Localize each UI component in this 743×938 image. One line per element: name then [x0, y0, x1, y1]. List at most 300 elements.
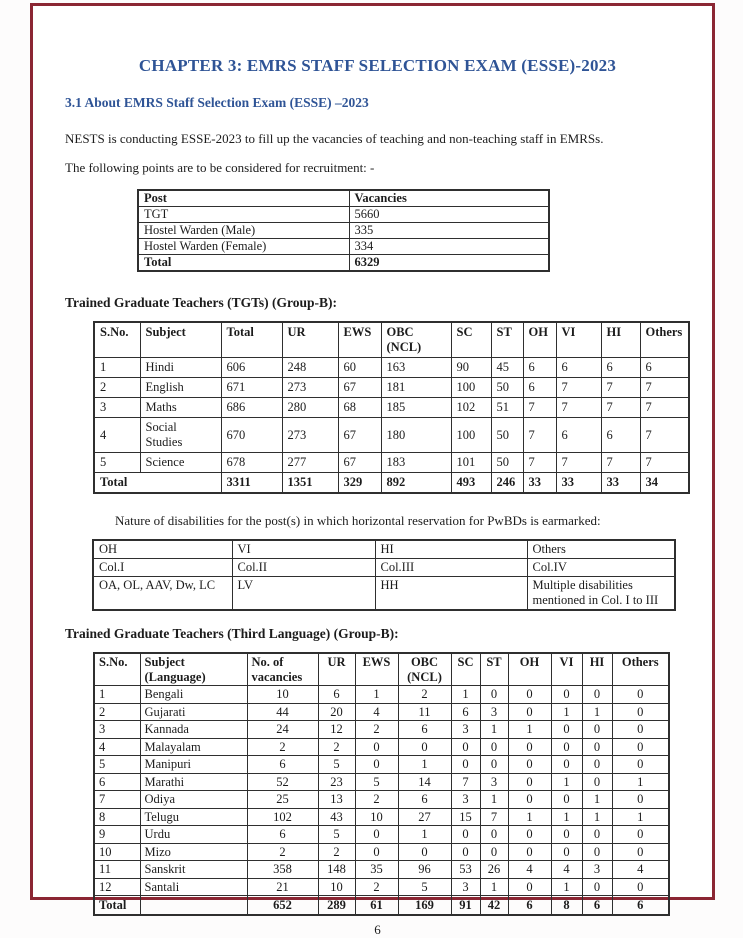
table-cell: 0 [582, 826, 612, 844]
table-row [94, 861, 669, 879]
table-row [94, 453, 689, 473]
table-cell: 0 [398, 843, 451, 861]
table-cell: 7 [556, 398, 601, 418]
column-header: EWS [355, 653, 398, 686]
table-cell: 7 [451, 773, 480, 791]
table-cell: 0 [355, 738, 398, 756]
table-cell: 329 [338, 473, 381, 494]
table-cell: 289 [318, 896, 355, 916]
table-cell: 0 [551, 843, 582, 861]
table-cell: HH [375, 577, 527, 611]
table-cell: 53 [451, 861, 480, 879]
column-header: ST [480, 653, 508, 686]
table-cell: Urdu [140, 826, 247, 844]
table-cell: Total [94, 473, 221, 494]
page-number: 6 [374, 922, 381, 937]
table-cell: 0 [508, 756, 551, 774]
table-cell: 0 [451, 756, 480, 774]
vacancy-summary-table [137, 189, 550, 272]
table-cell: Gujarati [140, 703, 247, 721]
table-cell: 3 [94, 721, 140, 739]
table-cell: 67 [338, 378, 381, 398]
table-cell: 6 [523, 358, 556, 378]
table-cell: Col.III [375, 559, 527, 577]
table-cell: 20 [318, 703, 355, 721]
table-cell: 6 [523, 378, 556, 398]
table-cell: 2 [398, 686, 451, 704]
table-cell: 6 [508, 896, 551, 916]
table-cell: 6 [582, 896, 612, 916]
table-cell: LV [232, 577, 375, 611]
table-cell: Sanskrit [140, 861, 247, 879]
third-language-vacancy-table [93, 652, 670, 916]
table-cell: Manipuri [140, 756, 247, 774]
table-cell: 1 [582, 703, 612, 721]
column-header: Others [640, 322, 689, 358]
table-cell: 1 [451, 686, 480, 704]
table-cell: Hostel Warden (Male) [138, 223, 349, 239]
table-cell: 0 [508, 703, 551, 721]
table-cell: 0 [551, 686, 582, 704]
table-cell: 6 [247, 826, 318, 844]
table-cell: Col.IV [527, 559, 675, 577]
table-cell: 0 [480, 756, 508, 774]
table-cell: Social Studies [140, 418, 221, 453]
table-cell: 7 [480, 808, 508, 826]
table-cell: 0 [612, 703, 669, 721]
table-cell: 61 [355, 896, 398, 916]
table-cell: 0 [355, 826, 398, 844]
table-cell: 6 [94, 773, 140, 791]
table-cell: 60 [338, 358, 381, 378]
table-cell: 0 [551, 738, 582, 756]
table-cell: 26 [480, 861, 508, 879]
table-cell: 35 [355, 861, 398, 879]
table-cell: 100 [451, 378, 491, 398]
table-cell: Total [138, 255, 349, 272]
table-cell: 7 [640, 453, 689, 473]
table-cell: 7 [601, 453, 640, 473]
table-cell: 6329 [349, 255, 549, 272]
table-cell: 169 [398, 896, 451, 916]
table-cell: 25 [247, 791, 318, 809]
table-cell: Odiya [140, 791, 247, 809]
column-header: SC [451, 322, 491, 358]
table-row [94, 826, 669, 844]
table-cell: 44 [247, 703, 318, 721]
table-cell: Col.I [93, 559, 232, 577]
table-cell: 686 [221, 398, 282, 418]
table-cell: 0 [612, 756, 669, 774]
table-row [93, 559, 675, 577]
table-cell: 33 [556, 473, 601, 494]
table-cell: 3 [451, 878, 480, 896]
table-cell: 8 [94, 808, 140, 826]
column-header: S.No. [94, 322, 140, 358]
column-header: HI [582, 653, 612, 686]
table-cell: 183 [381, 453, 451, 473]
table-cell: 273 [282, 378, 338, 398]
table-cell: Hostel Warden (Female) [138, 239, 349, 255]
column-header: SC [451, 653, 480, 686]
table-cell: 10 [318, 878, 355, 896]
table-cell: 7 [523, 453, 556, 473]
table-cell: 23 [318, 773, 355, 791]
table-cell: 280 [282, 398, 338, 418]
table-cell: 180 [381, 418, 451, 453]
header-row [94, 653, 669, 686]
table-cell: 5 [318, 826, 355, 844]
table-cell: 0 [582, 721, 612, 739]
table-cell: 2 [355, 791, 398, 809]
table-cell: 43 [318, 808, 355, 826]
column-header: Vacancies [349, 190, 549, 207]
table-cell: 2 [94, 703, 140, 721]
table-cell: 185 [381, 398, 451, 418]
column-header: EWS [338, 322, 381, 358]
table-cell: 3 [480, 773, 508, 791]
table-row [94, 756, 669, 774]
table-cell: VI [232, 540, 375, 559]
table-row [94, 738, 669, 756]
column-header: Others [612, 653, 669, 686]
table-cell: 0 [480, 686, 508, 704]
table-cell: 6 [556, 418, 601, 453]
table-cell: 5 [94, 453, 140, 473]
table-cell: 0 [612, 721, 669, 739]
table-cell: 606 [221, 358, 282, 378]
table-cell: 148 [318, 861, 355, 879]
table-cell: 50 [491, 453, 523, 473]
table-cell: 1 [551, 703, 582, 721]
table-row [138, 207, 549, 223]
column-header: UR [282, 322, 338, 358]
table-cell: 10 [94, 843, 140, 861]
column-header: ST [491, 322, 523, 358]
table-cell: 8 [551, 896, 582, 916]
table-cell: 5660 [349, 207, 549, 223]
table-cell: 678 [221, 453, 282, 473]
table-cell: 0 [582, 686, 612, 704]
table-cell: 248 [282, 358, 338, 378]
table-cell: 1 [94, 686, 140, 704]
table-cell: 7 [523, 418, 556, 453]
table-cell: Col.II [232, 559, 375, 577]
table-row [94, 843, 669, 861]
table-cell: 7 [556, 378, 601, 398]
table-cell: 1 [551, 808, 582, 826]
table-cell: 0 [612, 686, 669, 704]
table-cell: 0 [508, 738, 551, 756]
table-cell: 11 [398, 703, 451, 721]
table-cell: 0 [508, 773, 551, 791]
table-cell: 34 [640, 473, 689, 494]
table-cell: 0 [480, 843, 508, 861]
section-heading: 3.1 About EMRS Staff Selection Exam (ESSE) –2023 [65, 95, 369, 110]
table-cell: OH [93, 540, 232, 559]
table-cell: 6 [451, 703, 480, 721]
paragraph-recruitment-points: The following points are to be considered for recruitment: - [65, 160, 375, 175]
table-cell: 1 [582, 791, 612, 809]
table-cell: 4 [94, 418, 140, 453]
table-row [94, 378, 689, 398]
table-cell: 0 [612, 738, 669, 756]
table-cell: 2 [94, 378, 140, 398]
table-cell: 27 [398, 808, 451, 826]
table-cell: HI [375, 540, 527, 559]
table-cell: 1 [612, 773, 669, 791]
table-cell: 0 [612, 791, 669, 809]
table-cell: 0 [355, 756, 398, 774]
tgt-reservation-table [93, 321, 690, 494]
table-row [94, 721, 669, 739]
table-cell: 96 [398, 861, 451, 879]
column-header: VI [551, 653, 582, 686]
table-cell: Malayalam [140, 738, 247, 756]
table-cell: Multiple disabilities mentioned in Col. I to III [527, 577, 675, 611]
total-row [94, 473, 689, 494]
table-row [138, 223, 549, 239]
table-cell: 5 [94, 756, 140, 774]
column-header: Total [221, 322, 282, 358]
table-cell: 1 [551, 878, 582, 896]
column-header: S.No. [94, 653, 140, 686]
disabilities-intro-text: Nature of disabilities for the post(s) in which horizontal reservation for PwBDs is earmarked: [115, 513, 601, 528]
table-cell: 7 [556, 453, 601, 473]
table-cell: 6 [612, 896, 669, 916]
table-cell: 33 [523, 473, 556, 494]
table-row [93, 577, 675, 611]
table-cell: 6 [398, 721, 451, 739]
table-cell: 102 [451, 398, 491, 418]
table-cell: 4 [551, 861, 582, 879]
table-cell: 50 [491, 378, 523, 398]
table-cell: 0 [582, 756, 612, 774]
table-cell: 12 [318, 721, 355, 739]
table-row [94, 418, 689, 453]
table-cell: 493 [451, 473, 491, 494]
table-row [94, 808, 669, 826]
table-cell [140, 896, 247, 916]
disabilities-legend-table [92, 539, 676, 611]
table-cell: 3 [451, 721, 480, 739]
table-cell: 67 [338, 418, 381, 453]
table-cell: 6 [398, 791, 451, 809]
table-cell: 14 [398, 773, 451, 791]
table-cell: 100 [451, 418, 491, 453]
table-cell: 0 [612, 826, 669, 844]
table-cell: Santali [140, 878, 247, 896]
table-cell: 50 [491, 418, 523, 453]
table-cell: 3 [451, 791, 480, 809]
table-cell: 13 [318, 791, 355, 809]
table-cell: 5 [318, 756, 355, 774]
table-cell: 9 [94, 826, 140, 844]
table-cell: English [140, 378, 221, 398]
column-header: Post [138, 190, 349, 207]
table-cell: 0 [582, 878, 612, 896]
table-cell: 4 [355, 703, 398, 721]
table-cell: 7 [601, 378, 640, 398]
column-header: OBC (NCL) [398, 653, 451, 686]
table-cell: 0 [451, 843, 480, 861]
table-cell: 42 [480, 896, 508, 916]
table-row [138, 239, 549, 255]
table-cell: 6 [640, 358, 689, 378]
table-cell: 0 [551, 826, 582, 844]
column-header: OH [508, 653, 551, 686]
table-cell: TGT [138, 207, 349, 223]
table-cell: 5 [355, 773, 398, 791]
table-row [94, 398, 689, 418]
table-cell: 0 [582, 843, 612, 861]
page-border-frame [30, 3, 715, 937]
table-cell: 1 [398, 756, 451, 774]
table-cell: 0 [582, 773, 612, 791]
column-header: VI [556, 322, 601, 358]
table-cell: 1 [480, 721, 508, 739]
table-cell: 7 [523, 398, 556, 418]
table-cell: 102 [247, 808, 318, 826]
table-cell: Mizo [140, 843, 247, 861]
table-cell: Kannada [140, 721, 247, 739]
table-cell: 0 [508, 686, 551, 704]
table-cell: 2 [355, 878, 398, 896]
table-cell: Marathi [140, 773, 247, 791]
table-row [94, 703, 669, 721]
chapter-title: CHAPTER 3: EMRS STAFF SELECTION EXAM (ESSE)-2023 [138, 56, 617, 75]
table-cell: Total [94, 896, 140, 916]
table-cell: 0 [508, 843, 551, 861]
table-cell: 2 [318, 843, 355, 861]
table-cell: 1 [612, 808, 669, 826]
table-cell: 0 [508, 791, 551, 809]
table-cell: 652 [247, 896, 318, 916]
table-row [93, 540, 675, 559]
column-header: Subject [140, 322, 221, 358]
table-cell: 1 [355, 686, 398, 704]
table-cell: 7 [601, 398, 640, 418]
total-row [138, 255, 549, 272]
table-cell: 0 [551, 721, 582, 739]
table-cell: 45 [491, 358, 523, 378]
table-cell: 0 [508, 826, 551, 844]
total-row [94, 896, 669, 916]
table-cell: Bengali [140, 686, 247, 704]
table-cell: 1 [480, 791, 508, 809]
paragraph-nests: NESTS is conducting ESSE-2023 to fill up the vacancies of teaching and non-teaching staff in EMRSs. [65, 131, 604, 146]
table-cell: 1 [551, 773, 582, 791]
table-cell: Maths [140, 398, 221, 418]
table-cell: 6 [601, 418, 640, 453]
table-cell: 3 [582, 861, 612, 879]
table-cell: 0 [551, 756, 582, 774]
table-cell: 0 [398, 738, 451, 756]
table-cell: 91 [451, 896, 480, 916]
table-cell: 246 [491, 473, 523, 494]
table-cell: 21 [247, 878, 318, 896]
table-row [94, 686, 669, 704]
table-cell: 2 [247, 843, 318, 861]
table-cell: 2 [318, 738, 355, 756]
table-cell: 334 [349, 239, 549, 255]
column-header: OBC (NCL) [381, 322, 451, 358]
table-cell: 0 [508, 878, 551, 896]
table-row [94, 358, 689, 378]
table-cell: 1 [94, 358, 140, 378]
table-cell: 11 [94, 861, 140, 879]
table-row [94, 773, 669, 791]
table-cell: 273 [282, 418, 338, 453]
table-cell: 4 [612, 861, 669, 879]
table-cell: 4 [508, 861, 551, 879]
table-cell: 1 [582, 808, 612, 826]
table-cell: 4 [94, 738, 140, 756]
header-row [94, 322, 689, 358]
table-cell: 10 [355, 808, 398, 826]
table-cell: 10 [247, 686, 318, 704]
table-cell: 24 [247, 721, 318, 739]
table-cell: 181 [381, 378, 451, 398]
table-cell: 277 [282, 453, 338, 473]
table-cell: 335 [349, 223, 549, 239]
table-cell: 163 [381, 358, 451, 378]
table-cell: 670 [221, 418, 282, 453]
header-row [138, 190, 549, 207]
table-cell: 671 [221, 378, 282, 398]
table-cell: 90 [451, 358, 491, 378]
table-cell: 51 [491, 398, 523, 418]
table-cell: 6 [318, 686, 355, 704]
table-cell: 12 [94, 878, 140, 896]
table-cell: OA, OL, AAV, Dw, LC [93, 577, 232, 611]
table-cell: 2 [247, 738, 318, 756]
table-cell: 1 [398, 826, 451, 844]
table-cell: 1 [508, 721, 551, 739]
table-cell: 5 [398, 878, 451, 896]
table-cell: 892 [381, 473, 451, 494]
tgt-table-heading: Trained Graduate Teachers (TGTs) (Group-B): [65, 295, 338, 310]
table-cell: 6 [556, 358, 601, 378]
table-cell: 0 [355, 843, 398, 861]
table-cell: 0 [480, 826, 508, 844]
table-cell: Others [527, 540, 675, 559]
table-cell: 7 [640, 418, 689, 453]
table-cell: Hindi [140, 358, 221, 378]
table-cell: 7 [640, 398, 689, 418]
table-row [94, 878, 669, 896]
table-cell: 68 [338, 398, 381, 418]
table-cell: Science [140, 453, 221, 473]
table-cell: 3311 [221, 473, 282, 494]
table-cell: 1 [480, 878, 508, 896]
column-header: HI [601, 322, 640, 358]
column-header: UR [318, 653, 355, 686]
table-cell: 1351 [282, 473, 338, 494]
table-cell: 1 [508, 808, 551, 826]
table-cell: 67 [338, 453, 381, 473]
column-header: Subject (Language) [140, 653, 247, 686]
table-cell: 7 [94, 791, 140, 809]
table-cell: 0 [480, 738, 508, 756]
table-cell: 3 [480, 703, 508, 721]
table-cell: 0 [582, 738, 612, 756]
table-cell: 358 [247, 861, 318, 879]
table-cell: 0 [551, 791, 582, 809]
table-cell: 6 [601, 358, 640, 378]
table-cell: 2 [355, 721, 398, 739]
table-cell: 52 [247, 773, 318, 791]
